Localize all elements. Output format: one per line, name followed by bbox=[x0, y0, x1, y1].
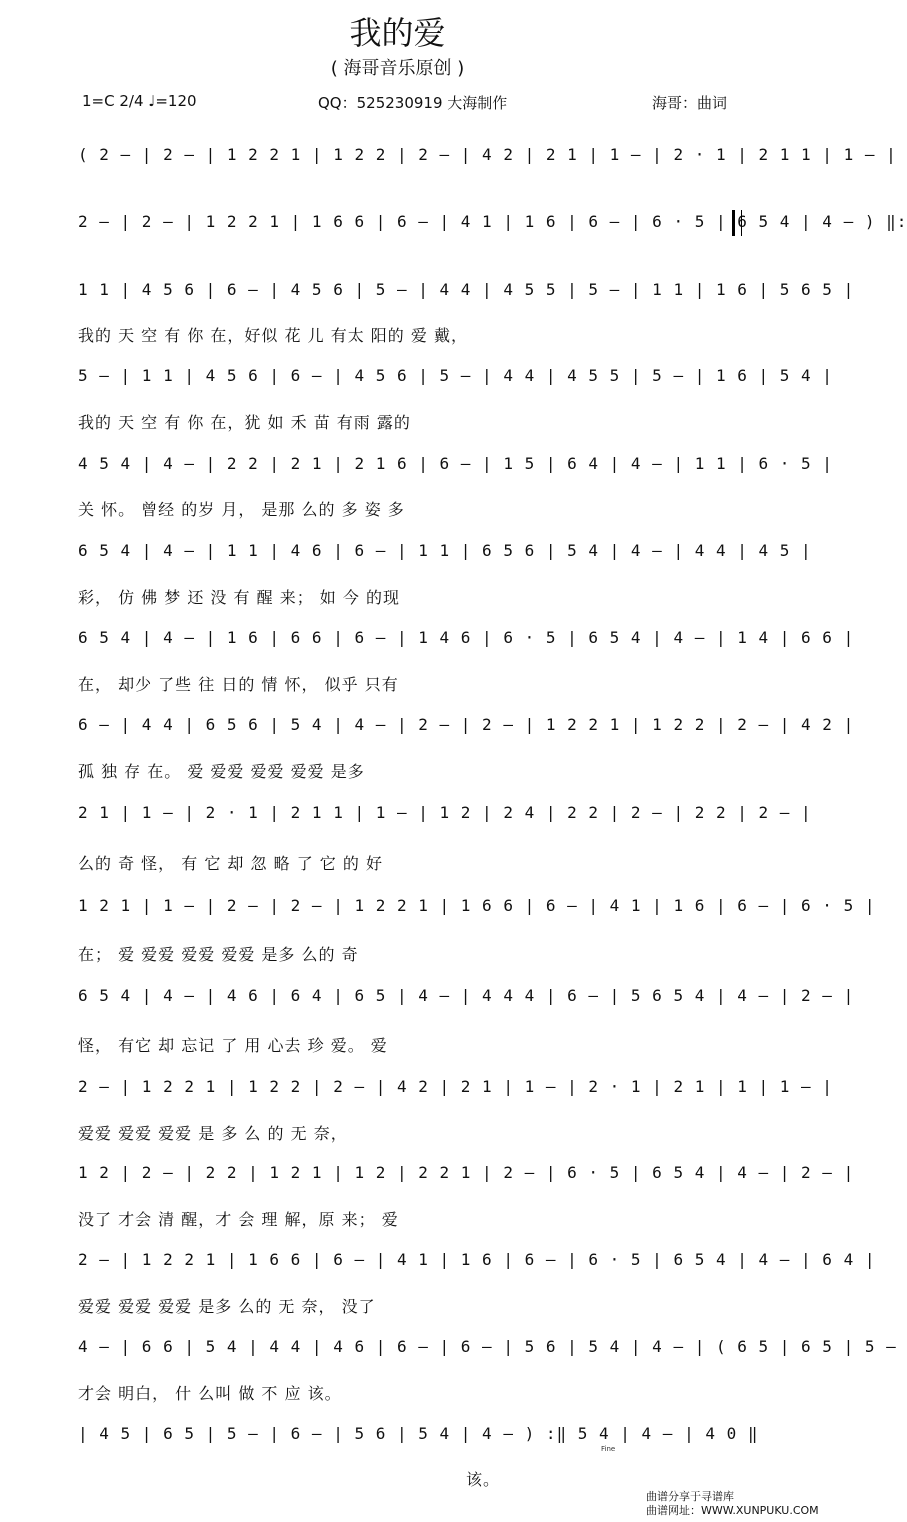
fine-mark: Fine bbox=[601, 1445, 616, 1453]
key-signature: 1=C 2/4 ♩=120 bbox=[82, 92, 197, 110]
lyric-line: 在； 爱 爱爱 爱爱 爱爱 是多 么的 奇 bbox=[78, 945, 359, 964]
lyric-line: 我的 天 空 有 你 在，犹 如 禾 苗 有雨 露的 bbox=[78, 413, 411, 432]
lyric-line: 我的 天 空 有 你 在，好似 花 儿 有太 阳的 爱 戴， bbox=[78, 326, 468, 345]
notation-line: 2 — | 1 2 2 1 | 1 2 2 | 2 — | 4 2 | 2 1 | 1 — | 2 · 1 | 2 1 | 1 | 1 — | bbox=[78, 1077, 833, 1096]
repeat-barline bbox=[732, 210, 742, 236]
lyric-line: 怪， 有它 却 忘记 了 用 心去 珍 爱。 爱 bbox=[78, 1036, 388, 1055]
lyric-line: 才会 明白， 什 么叫 做 不 应 该。 bbox=[78, 1384, 342, 1403]
footer-line-1: 曲谱分享于寻谱库 bbox=[646, 1490, 734, 1503]
author-credit: 海哥：曲词 bbox=[652, 94, 728, 112]
notation-line: | 4 5 | 6 5 | 5 — | 6 — | 5 6 | 5 4 | 4 — ) :‖ 5 4 | 4 — | 4 0 ‖ bbox=[78, 1424, 759, 1443]
lyric-line: 爱爱 爱爱 爱爱 是多 么的 无 奈， 没了 bbox=[78, 1297, 376, 1316]
lyric-line: 关 怀。 曾经 的岁 月， 是那 么的 多 姿 多 bbox=[78, 500, 405, 519]
song-title: 我的爱 bbox=[349, 14, 446, 52]
qq-info: QQ：525230919 大海制作 bbox=[318, 94, 508, 112]
notation-line: 6 5 4 | 4 — | 4 6 | 6 4 | 6 5 | 4 — | 4 4 4 | 6 — | 5 6 5 4 | 4 — | 2 — | bbox=[78, 986, 855, 1005]
notation-line: 6 — | 4 4 | 6 5 6 | 5 4 | 4 — | 2 — | 2 — | 1 2 2 1 | 1 2 2 | 2 — | 4 2 | bbox=[78, 715, 855, 734]
notation-line: 1 2 | 2 — | 2 2 | 1 2 1 | 1 2 | 2 2 1 | 2 — | 6 · 5 | 6 5 4 | 4 — | 2 — | bbox=[78, 1163, 855, 1182]
notation-line: ( 2 — | 2 — | 1 2 2 1 | 1 2 2 | 2 — | 4 2 | 2 1 | 1 — | 2 · 1 | 2 1 1 | 1 — | bbox=[78, 145, 897, 164]
song-subtitle: ( 海哥音乐原创 ) bbox=[330, 58, 465, 79]
site-footer bbox=[646, 1490, 819, 1518]
lyric-line: 么的 奇 怪， 有 它 却 忽 略 了 它 的 好 bbox=[78, 854, 383, 873]
notation-line: 2 1 | 1 — | 2 · 1 | 2 1 1 | 1 — | 1 2 | 2 4 | 2 2 | 2 — | 2 2 | 2 — | bbox=[78, 803, 812, 822]
notation-line: 6 5 4 | 4 — | 1 6 | 6 6 | 6 — | 1 4 6 | 6 · 5 | 6 5 4 | 4 — | 1 4 | 6 6 | bbox=[78, 628, 855, 647]
lyric-line: 孤 独 存 在。 爱 爱爱 爱爱 爱爱 是多 bbox=[78, 762, 365, 781]
notation-line: 2 — | 2 — | 1 2 2 1 | 1 6 6 | 6 — | 4 1 | 1 6 | 6 — | 6 · 5 | 6 5 4 | 4 — ) ‖: bbox=[78, 212, 907, 231]
lyric-line: 彩， 仿 佛 梦 还 没 有 醒 来； 如 今 的现 bbox=[78, 588, 400, 607]
lyric-line: 该。 bbox=[466, 1470, 501, 1489]
lyric-line: 没了 才会 清 醒，才 会 理 解，原 来； 爱 bbox=[78, 1210, 399, 1229]
footer-line-2: 曲谱网址：WWW.XUNPUKU.COM bbox=[646, 1504, 819, 1517]
notation-line: 1 1 | 4 5 6 | 6 — | 4 5 6 | 5 — | 4 4 | 4 5 5 | 5 — | 1 1 | 1 6 | 5 6 5 | bbox=[78, 280, 855, 299]
lyric-line: 爱爱 爱爱 爱爱 是 多 么 的 无 奈， bbox=[78, 1124, 348, 1143]
notation-line: 6 5 4 | 4 — | 1 1 | 4 6 | 6 — | 1 1 | 6 5 6 | 5 4 | 4 — | 4 4 | 4 5 | bbox=[78, 541, 812, 560]
notation-line: 4 5 4 | 4 — | 2 2 | 2 1 | 2 1 6 | 6 — | 1 5 | 6 4 | 4 — | 1 1 | 6 · 5 | bbox=[78, 454, 833, 473]
lyric-line: 在， 却少 了些 往 日的 情 怀， 似乎 只有 bbox=[78, 675, 399, 694]
notation-line: 2 — | 1 2 2 1 | 1 6 6 | 6 — | 4 1 | 1 6 | 6 — | 6 · 5 | 6 5 4 | 4 — | 6 4 | bbox=[78, 1250, 876, 1269]
notation-line: 5 — | 1 1 | 4 5 6 | 6 — | 4 5 6 | 5 — | 4 4 | 4 5 5 | 5 — | 1 6 | 5 4 | bbox=[78, 366, 833, 385]
notation-line: 1 2 1 | 1 — | 2 — | 2 — | 1 2 2 1 | 1 6 6 | 6 — | 4 1 | 1 6 | 6 — | 6 · 5 | bbox=[78, 896, 876, 915]
notation-line: 4 — | 6 6 | 5 4 | 4 4 | 4 6 | 6 — | 6 — | 5 6 | 5 4 | 4 — | ( 6 5 | 6 5 | 5 — bbox=[78, 1337, 897, 1356]
